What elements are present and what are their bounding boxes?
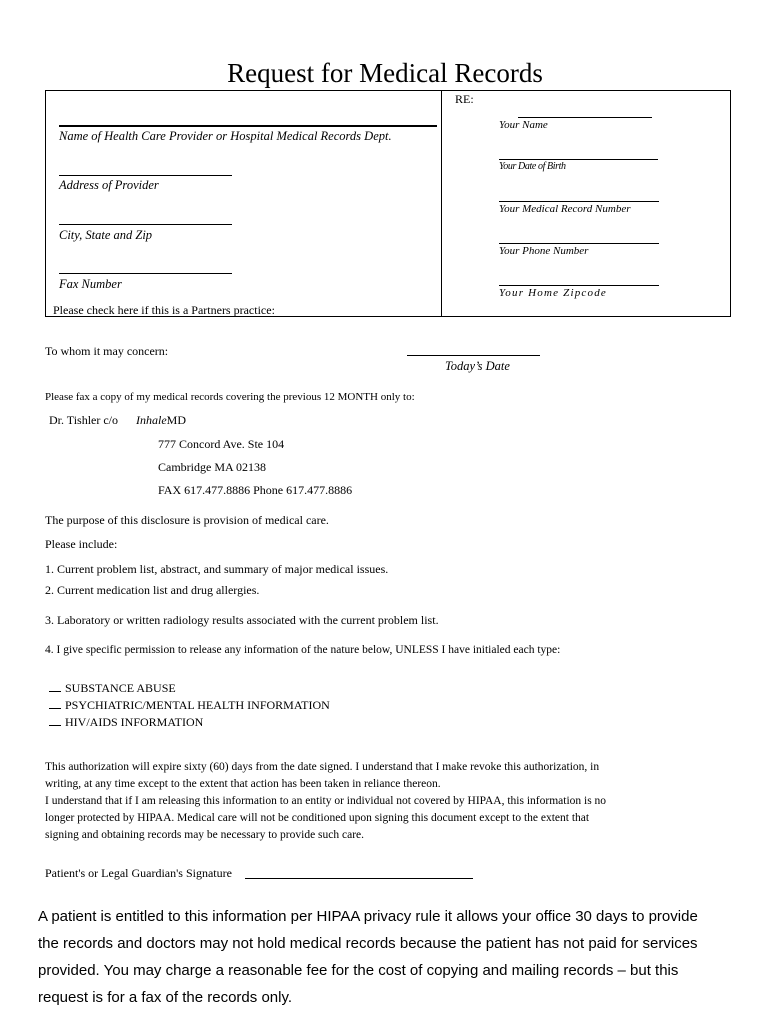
list-item: 1. Current problem list, abstract, and summary of major medical issues.	[45, 562, 389, 576]
authorization-line: writing, at any time except to the extent that action has been taken in reliance thereon.	[45, 778, 441, 790]
patient-zip-label: Your Home Zipcode	[499, 287, 607, 299]
authorization-line: longer protected by HIPAA. Medical care will not be conditioned upon signing this document except to the extent that	[45, 812, 590, 824]
page-title: Request for Medical Records	[227, 58, 543, 88]
category-substance[interactable]: SUBSTANCE ABUSE	[49, 681, 176, 696]
include-label: Please include:	[45, 537, 118, 551]
category-psychiatric[interactable]: PSYCHIATRIC/MENTAL HEALTH INFORMATION	[49, 698, 330, 713]
patient-name-line[interactable]	[518, 117, 652, 118]
list-item: 4. I give specific permission to release any information of the nature below, UNLESS I have initialed each type:	[45, 644, 561, 656]
provider-city-label: City, State and Zip	[59, 228, 153, 242]
authorization-line: I understand that if I am releasing this information to an entity or individual not covered by HIPAA, this information is no	[45, 795, 607, 807]
address-line-2: Cambridge MA 02138	[158, 460, 266, 474]
provider-name-label: Name of Health Care Provider or Hospital Medical Records Dept.	[59, 129, 392, 143]
patient-zip-line[interactable]	[499, 285, 659, 286]
date-line[interactable]	[407, 355, 540, 356]
list-item: 3. Laboratory or written radiology results associated with the current problem list.	[45, 613, 439, 627]
partners-check-label[interactable]: Please check here if this is a Partners practice:	[53, 303, 275, 317]
authorization-line: This authorization will expire sixty (60) days from the date signed. I understand that I make revoke this authorization, in	[45, 761, 600, 773]
purpose-text: The purpose of this disclosure is provision of medical care.	[45, 513, 329, 527]
provider-fax-label: Fax Number	[59, 277, 122, 291]
address-line-1: 777 Concord Ave. Ste 104	[158, 437, 285, 451]
patient-dob-label: Your Date of Birth	[499, 161, 566, 172]
initial-blank[interactable]	[49, 725, 61, 726]
provider-city-line[interactable]	[59, 224, 232, 225]
recipient-prefix: Dr. Tishler c/o	[49, 413, 119, 427]
salutation: To whom it may concern:	[45, 344, 169, 358]
provider-address-label: Address of Provider	[59, 178, 159, 192]
category-hiv[interactable]: HIV/AIDS INFORMATION	[49, 715, 203, 730]
recipient-org: Inhale	[136, 413, 167, 427]
signature-label: Patient's or Legal Guardian's Signature	[45, 866, 232, 880]
initial-blank[interactable]	[49, 691, 61, 692]
list-item: 2. Current medication list and drug allergies.	[45, 583, 260, 597]
provider-fax-line[interactable]	[59, 273, 232, 274]
fax-request-text: Please fax a copy of my medical records covering the previous 12 MONTH only to:	[45, 391, 415, 403]
authorization-line: signing and obtaining records may be necessary to provide such care.	[45, 829, 365, 841]
recipient-org-suffix: MD	[166, 413, 187, 427]
re-label: RE:	[455, 92, 474, 106]
signature-line[interactable]	[245, 878, 473, 879]
footer-line: the records and doctors may not hold medical records because the patient has not paid for services	[38, 935, 698, 952]
initial-blank[interactable]	[49, 708, 61, 709]
patient-dob-line[interactable]	[499, 159, 658, 160]
provider-address-line[interactable]	[59, 175, 232, 176]
patient-name-label: Your Name	[499, 119, 548, 131]
date-label: Today’s Date	[445, 359, 510, 373]
provider-name-line[interactable]	[59, 125, 437, 127]
footer-line: provided. You may charge a reasonable fee for the cost of copying and mailing records – but this	[38, 962, 679, 979]
patient-mrn-label: Your Medical Record Number	[499, 203, 631, 215]
footer-line: A patient is entitled to this information per HIPAA privacy rule it allows your office 30 days to provide	[38, 908, 698, 925]
patient-mrn-line[interactable]	[499, 201, 659, 202]
box-divider	[441, 90, 442, 317]
patient-phone-line[interactable]	[499, 243, 659, 244]
contact-line: FAX 617.477.8886 Phone 617.477.8886	[158, 483, 353, 497]
recipient-line	[49, 413, 186, 428]
patient-phone-label: Your Phone Number	[499, 245, 589, 257]
footer-line: request is for a fax of the records only.	[38, 989, 293, 1006]
